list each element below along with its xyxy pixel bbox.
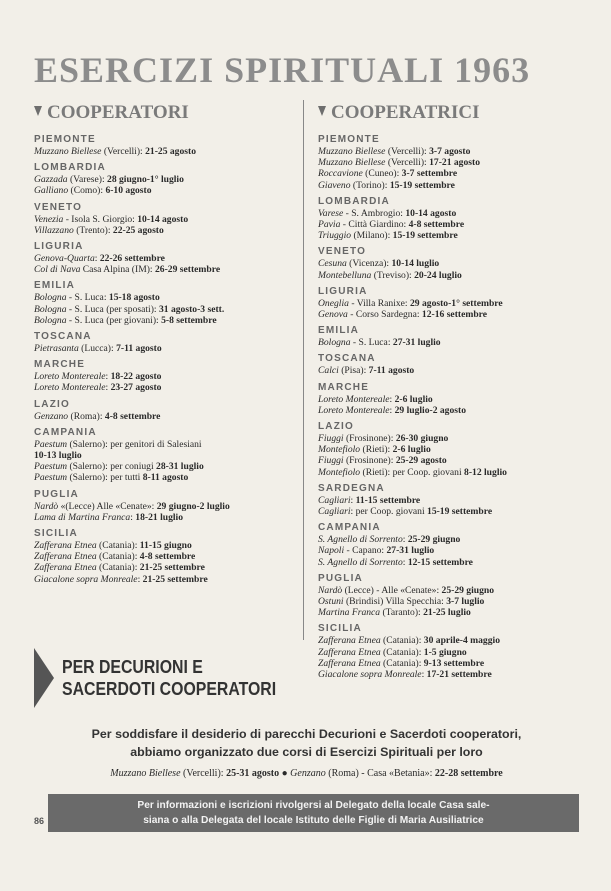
retreat-entry (34, 472, 292, 483)
entry-place: Genova (318, 309, 348, 321)
entry-place: Nardò (34, 500, 59, 512)
entry-date: 11-15 giugno (139, 540, 192, 552)
entry-date: 10-14 agosto (405, 207, 457, 219)
entry-date: 10-13 luglio (34, 450, 82, 462)
entry-rest: (Vercelli): (385, 146, 430, 157)
entry-place: Loreto Montereale (318, 393, 390, 405)
entry-place: Loreto Montereale (34, 371, 106, 383)
entry-rest: - Corso Sardegna: (347, 309, 422, 321)
entry-date: 28 giugno-1° luglio (107, 174, 184, 186)
entry-place: Zafferana Etnea (34, 551, 97, 563)
entry-date: 31 agosto-3 sett. (158, 303, 225, 315)
entry-place: Ostuni (318, 596, 344, 608)
entry-date: 2-6 luglio (392, 444, 431, 456)
retreat-entry (34, 562, 292, 573)
retreat-entry (318, 157, 580, 168)
retreat-entry (318, 647, 580, 658)
region-name: MARCHE (318, 381, 370, 393)
retreat-entry (34, 315, 292, 326)
cooperatrici-heading: COOPERATRICI (318, 100, 580, 130)
entry-date: 10-14 agosto (137, 213, 189, 225)
entry-place: Cesuna (318, 258, 347, 270)
retreat-entry (318, 596, 580, 607)
column-divider (303, 100, 304, 640)
entry-rest: (Catania): (380, 646, 424, 658)
entry-rest: : (421, 669, 427, 681)
region-piemonte (34, 134, 292, 157)
entry-place: Muzzano Biellese (34, 146, 102, 157)
retreat-entry (34, 411, 292, 422)
entry-rest: (Varese): (67, 174, 108, 186)
entry-rest: (Catania): (96, 562, 140, 574)
region-name: SARDEGNA (318, 482, 385, 494)
retreat-entry (34, 371, 292, 382)
entry-date: 6-10 agosto (105, 185, 152, 197)
entry-date: 8-12 luglio (464, 466, 507, 478)
region-liguria (318, 286, 580, 320)
entry-rest: (Torino): (350, 179, 390, 191)
entry-date: 27-31 luglio (386, 545, 435, 557)
retreat-entry (34, 574, 292, 585)
retreat-entry (34, 551, 292, 562)
retreat-entry (318, 433, 580, 444)
retreat-entry (318, 635, 580, 646)
entry-date: 27-31 luglio (392, 337, 441, 349)
region-name: PIEMONTE (34, 134, 96, 145)
region-name: LIGURIA (34, 241, 84, 253)
entry-rest: (Catania): (380, 657, 424, 669)
entry-rest: (Lecce) - Alle «Cenate»: (342, 584, 442, 596)
region-sicilia (318, 623, 580, 680)
region-emilia (318, 325, 580, 348)
cooperatori-column (34, 100, 292, 590)
region-marche (318, 382, 580, 416)
region-emilia (34, 280, 292, 326)
retreat-entry (318, 658, 580, 669)
entry-date: 26-29 settembre (154, 264, 221, 276)
entry-date: 25-29 giugno (407, 534, 461, 546)
retreat-entry (318, 337, 580, 348)
page-number: 86 (34, 816, 45, 826)
region-name: TOSCANA (318, 353, 376, 365)
region-liguria (34, 241, 292, 275)
region-sicilia (34, 528, 292, 585)
entry-place: S. Agnello di Sorrento (318, 534, 403, 546)
entry-date: 4-8 settembre (408, 219, 465, 231)
entry-rest: (Vercelli): (385, 157, 430, 169)
entry-date: 1-5 giugno (423, 646, 467, 658)
entry-place: Montebelluna (318, 269, 372, 281)
entry-date: 15-19 settembre (389, 179, 455, 191)
info-footer: Per informazioni e iscrizioni rivolgersi al Delegato della locale Casa sale- siana o alla Delegata del locale Istituto delle Figlie di Maria Ausiliatrice (48, 794, 579, 832)
entry-date: 12-16 settembre (421, 309, 488, 321)
entry-rest: (Catania): (380, 635, 424, 647)
cooperatori-heading: COOPERATORI (34, 100, 292, 130)
entry-place: Zafferana Etnea (318, 646, 381, 658)
entry-rest: (Taranto): (380, 607, 424, 619)
entry-date: 20-24 luglio (414, 269, 462, 281)
entry-place: Paestum (34, 438, 68, 450)
entry-place: Paestum (34, 461, 68, 473)
entry-date: 29 agosto-1° settembre (409, 297, 503, 309)
retreat-entry (34, 174, 292, 185)
region-name: EMILIA (34, 280, 76, 292)
entry-place: Venezia (34, 213, 64, 225)
retreat-entry (318, 534, 580, 545)
region-lazio (34, 399, 292, 422)
entry-date: 4-8 settembre (139, 551, 196, 563)
entry-date: 25-29 giugno (441, 584, 495, 596)
entry-rest: : (105, 382, 111, 394)
retreat-entry (34, 450, 292, 461)
retreat-entry (34, 264, 292, 275)
entry-date: 25-29 agosto (395, 455, 447, 467)
entry-rest: : (130, 511, 136, 523)
entry-rest: - Isola S. Giorgio: (63, 213, 138, 225)
entry-place: Calci (318, 365, 339, 377)
region-name: LAZIO (318, 421, 354, 433)
entry-place: Zafferana Etnea (318, 635, 381, 647)
entry-rest: (Catania): (96, 551, 140, 563)
entry-date: 2-6 luglio (394, 393, 433, 405)
entry-rest: (Lucca): (78, 343, 117, 355)
entry-place: Genova-Quarta (34, 253, 95, 265)
entry-place: Villazzano (34, 224, 74, 236)
cooperatrici-column (318, 100, 580, 685)
retreat-entry (318, 309, 580, 320)
retreat-entry (34, 214, 292, 225)
entry-place: Galliano (34, 185, 69, 197)
entry-place: S. Agnello di Sorrento (318, 556, 403, 568)
entry-date: 23-27 agosto (110, 382, 162, 394)
region-lombardia (34, 162, 292, 196)
entry-rest: : (389, 393, 395, 405)
retreat-entry (318, 467, 580, 478)
entry-place: Zafferana Etnea (318, 657, 381, 669)
arrow-icon (318, 106, 326, 116)
entry-date: 28-31 luglio (156, 461, 204, 473)
entry-place: Muzzano Biellese (318, 157, 386, 169)
entry-place: Fiuggi (318, 433, 344, 445)
entry-place: Oneglia (318, 297, 349, 309)
entry-place: Bologna (34, 292, 67, 304)
retreat-entry (318, 298, 580, 309)
region-toscana (34, 331, 292, 354)
entry-rest: (Treviso): (371, 269, 415, 281)
entry-rest: (Cuneo): (362, 168, 402, 180)
entry-date: 4-8 settembre (104, 410, 161, 422)
entry-rest: (Rieti): per Coop. giovani (360, 466, 465, 478)
entry-rest: (Salerno): per genitori di Salesiani (67, 438, 202, 450)
region-name: PIEMONTE (318, 134, 380, 145)
entry-place: Nardò (318, 584, 343, 596)
region-name: SICILIA (318, 623, 362, 635)
courses-line: Muzzano Biellese (Vercelli): 25-31 agosto ● Genzano (Roma) - Casa «Betania»: 22-28 settembre (110, 768, 503, 779)
entry-place: Loreto Montereale (34, 382, 106, 394)
entry-rest: - S. Luca (per sposati): (66, 303, 159, 315)
entry-place: Gazzada (34, 174, 68, 186)
retreat-entry (34, 540, 292, 551)
entry-rest: - S. Luca (per giovani): (66, 314, 162, 326)
entry-date: 7-11 agosto (116, 343, 162, 355)
region-name: PUGLIA (34, 488, 79, 500)
entry-date: 15-19 settembre (392, 230, 458, 242)
entry-date: 10-14 luglio (391, 258, 440, 270)
region-veneto (34, 202, 292, 236)
entry-rest: (Trento): (73, 224, 113, 236)
region-lazio (318, 421, 580, 478)
retreat-entry (318, 557, 580, 568)
entry-place: Bologna (318, 337, 351, 349)
entry-rest: : (402, 534, 408, 546)
entry-rest: - Città Giardino: (340, 219, 409, 231)
entry-place: Martina Franca (318, 607, 381, 619)
entry-rest: (Catania): (96, 540, 140, 552)
entry-place: Zafferana Etnea (34, 562, 97, 574)
entry-date: 21-25 settembre (142, 573, 208, 585)
region-name: SICILIA (34, 528, 78, 540)
retreat-entry (318, 455, 580, 466)
entry-date: 7-11 agosto (368, 365, 415, 377)
entry-rest: - S. Luca: (350, 337, 393, 349)
entry-rest: : (105, 371, 111, 383)
retreat-entry (318, 405, 580, 416)
entry-rest: (Como): (68, 185, 106, 197)
entry-rest: (Brindisi) Villa Specchia: (343, 596, 447, 608)
entry-date: 21-25 luglio (423, 607, 471, 619)
entry-date: 8-11 agosto (142, 472, 189, 484)
entry-rest: (Vercelli): (101, 146, 146, 157)
retreat-entry (34, 512, 292, 523)
region-puglia (34, 489, 292, 523)
entry-rest: : (350, 494, 356, 506)
entry-place: Triuggio (318, 230, 352, 242)
entry-rest: (Frosinone): (343, 455, 396, 467)
entry-rest: : (94, 253, 100, 265)
entry-date: 3-7 settembre (401, 168, 458, 180)
entry-rest: (Vicenza): (346, 258, 392, 270)
entry-date: 17-21 settembre (426, 669, 492, 681)
retreat-entry (34, 461, 292, 472)
retreat-entry (34, 146, 292, 157)
region-name: PUGLIA (318, 572, 363, 584)
retreat-entry (318, 270, 580, 281)
entry-place: Giacalone sopra Monreale (318, 669, 422, 681)
entry-date: 18-22 agosto (110, 371, 162, 383)
triangle-icon (34, 648, 54, 708)
region-name: VENETO (34, 201, 83, 213)
region-marche (34, 359, 292, 393)
region-name: VENETO (318, 246, 367, 258)
entry-date: 12-15 settembre (407, 556, 473, 568)
retreat-entry (318, 180, 580, 191)
retreat-entry (318, 258, 580, 269)
entry-rest: (Frosinone): (343, 433, 396, 445)
entry-date: 3-7 luglio (446, 596, 485, 608)
region-name: MARCHE (34, 359, 86, 371)
region-name: EMILIA (318, 325, 360, 337)
region-name: CAMPANIA (34, 426, 97, 438)
entry-date: 26-30 giugno (395, 433, 449, 445)
retreat-entry (34, 382, 292, 393)
region-piemonte (318, 134, 580, 191)
entry-date: 21-25 settembre (139, 562, 205, 574)
entry-place: Pavia (318, 219, 341, 231)
entry-place: Paestum (34, 472, 68, 484)
entry-rest: Casa Alpina (IM): (80, 264, 155, 276)
retreat-entry (318, 208, 580, 219)
entry-place: Cagliari (318, 494, 351, 506)
region-veneto (318, 246, 580, 280)
region-name: LIGURIA (318, 285, 368, 297)
retreat-entry (34, 343, 292, 354)
entry-date: 22-25 agosto (112, 224, 164, 236)
cooperatrici-regions (318, 134, 580, 680)
entry-rest: - Capano: (344, 545, 387, 557)
retreat-entry (318, 444, 580, 455)
decurioni-banner (34, 648, 296, 708)
entry-place: Col di Nava (34, 264, 81, 276)
region-name: LOMBARDIA (318, 195, 390, 207)
entry-date: 29 luglio-2 agosto (394, 404, 467, 416)
retreat-entry (318, 607, 580, 618)
entry-rest: (Milano): (351, 230, 393, 242)
entry-place: Fiuggi (318, 455, 344, 467)
retreat-entry (318, 219, 580, 230)
entry-date: 11-15 settembre (355, 494, 421, 506)
retreat-entry (318, 365, 580, 376)
retreat-entry (34, 292, 292, 303)
entry-place: Cagliari (318, 506, 351, 518)
entry-rest: : per Coop. giovani (350, 506, 428, 518)
retreat-entry (318, 146, 580, 157)
retreat-entry (318, 168, 580, 179)
intro-text: Per soddisfare il desiderio di parecchi Decurioni e Sacerdoti cooperatori, abbiamo organizzato due corsi di Esercizi Spirituali per loro (91, 727, 522, 759)
entry-rest: (Salerno): per coniugi (67, 461, 157, 473)
entry-date: 15-18 agosto (108, 292, 160, 304)
entry-rest: (Roma): (68, 410, 105, 422)
entry-rest: : (402, 556, 408, 568)
retreat-entry (318, 230, 580, 241)
retreat-entry (318, 585, 580, 596)
region-campania (318, 522, 580, 568)
retreat-entry (34, 185, 292, 196)
entry-rest: (Rieti): (360, 444, 393, 456)
retreat-entry (34, 225, 292, 236)
page-title: ESERCIZI SPIRITUALI 1963 (34, 50, 531, 90)
banner-text: PER DECURIONI E SACERDOTI COOPERATORI (62, 657, 277, 699)
entry-place: Bologna (34, 314, 67, 326)
entry-rest: - S. Luca: (66, 292, 109, 304)
cooperatori-regions (34, 134, 292, 585)
entry-rest: «(Lecce) Alle «Cenate»: (58, 500, 157, 512)
entry-date: 29 giugno-2 luglio (156, 500, 230, 512)
region-name: LOMBARDIA (34, 162, 106, 174)
entry-rest: - S. Ambrogio: (343, 207, 406, 219)
region-toscana (318, 353, 580, 376)
entry-place: Lama di Martina Franca (34, 511, 131, 523)
region-sardegna (318, 483, 580, 517)
retreat-entry (34, 304, 292, 315)
retreat-entry (318, 669, 580, 680)
entry-place: Napoli (318, 545, 345, 557)
retreat-entry (34, 439, 292, 450)
entry-date: 21-25 agosto (145, 146, 197, 157)
region-name: LAZIO (34, 398, 70, 410)
entry-rest: : (389, 404, 395, 416)
entry-place: Montefiolo (318, 466, 361, 478)
entry-place: Pietrasanta (34, 343, 79, 355)
retreat-entry (34, 253, 292, 264)
retreat-entry (318, 506, 580, 517)
region-puglia (318, 573, 580, 619)
entry-date: 17-21 agosto (429, 157, 481, 169)
entry-rest: (Salerno): per tutti (67, 472, 143, 484)
entry-place: Bologna (34, 303, 67, 315)
entry-place: Zafferana Etnea (34, 540, 97, 552)
entry-rest: : (137, 573, 143, 585)
retreat-entry (34, 501, 292, 512)
retreat-entry (318, 545, 580, 556)
region-campania (34, 427, 292, 484)
entry-date: 3-7 agosto (429, 146, 471, 157)
entry-date: 5-8 settembre (161, 314, 217, 326)
entry-place: Giaveno (318, 179, 351, 191)
region-name: TOSCANA (34, 331, 92, 343)
entry-date: 22-26 settembre (99, 253, 165, 265)
entry-date: 18-21 luglio (135, 511, 184, 523)
region-lombardia (318, 196, 580, 242)
entry-date: 30 aprile-4 maggio (423, 635, 500, 647)
retreat-entry (318, 495, 580, 506)
entry-place: Giacalone sopra Monreale (34, 573, 138, 585)
entry-rest: (Pisa): (338, 365, 369, 377)
entry-place: Muzzano Biellese (318, 146, 386, 157)
entry-date: 9-13 settembre (423, 657, 485, 669)
entry-place: Montefiolo (318, 444, 361, 456)
entry-place: Varese (318, 207, 344, 219)
region-name: CAMPANIA (318, 522, 381, 534)
arrow-icon (34, 106, 42, 116)
entry-place: Loreto Montereale (318, 404, 390, 416)
retreat-entry (318, 394, 580, 405)
entry-date: 15-19 settembre (427, 506, 493, 518)
entry-rest: - Villa Ranixe: (348, 297, 410, 309)
entry-place: Genzano (34, 410, 69, 422)
entry-place: Roccavione (318, 168, 363, 180)
